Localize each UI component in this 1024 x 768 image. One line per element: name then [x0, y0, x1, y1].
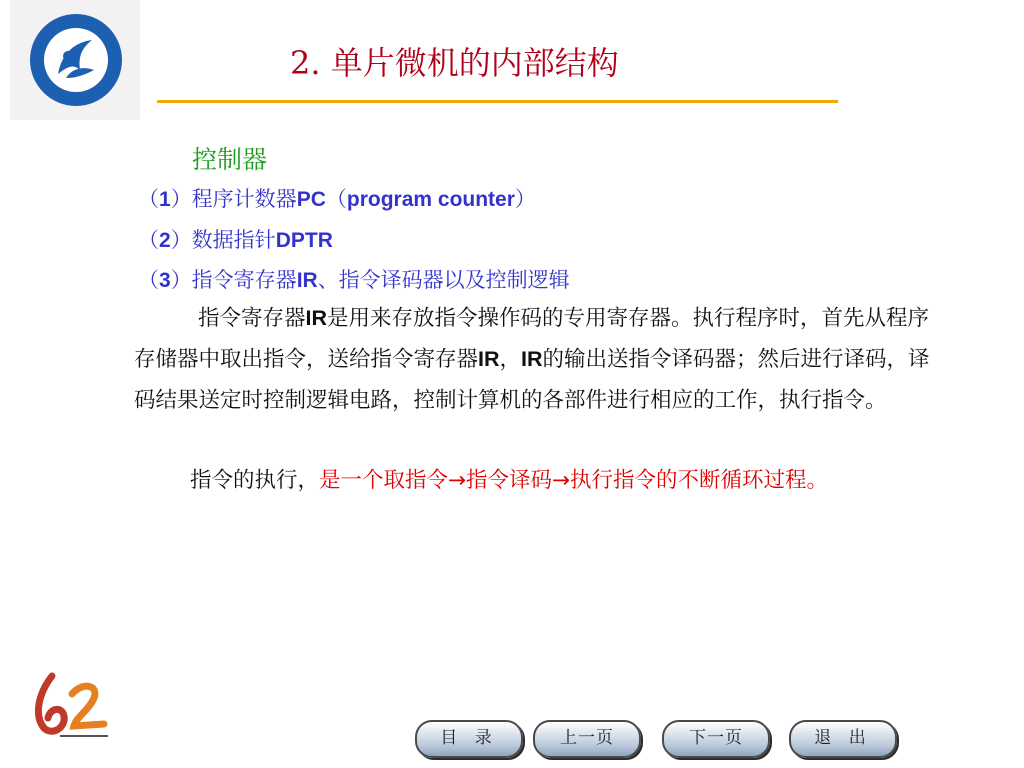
list-item: （3）指令寄存器IR、指令译码器以及控制逻辑: [138, 268, 570, 292]
prev-page-button[interactable]: 上一页: [533, 720, 641, 758]
highlight-text: 是一个取指令→指令译码→执行指令的不断循环过程。: [319, 468, 829, 493]
university-seal-logo: [28, 12, 124, 108]
anniversary-logo: [30, 672, 114, 742]
list-item: （2）数据指针DPTR: [138, 228, 333, 252]
section-heading: 控制器: [192, 145, 268, 174]
body-paragraph: 指令寄存器IR是用来存放指令操作码的专用寄存器。执行程序时，首先从程序存储器中取出指令，送给指令寄存器IR，IR的输出送指令译码器；然后进行译码，译码结果送定时控制逻辑电路，控制计算机的各部件进行相应的工作，执行指令。: [134, 306, 930, 413]
list-item: （1）程序计数器PC（program counter）: [138, 187, 536, 211]
university-logo-panel: [10, 0, 140, 120]
exit-button[interactable]: 退 出: [789, 720, 897, 758]
next-page-button[interactable]: 下一页: [662, 720, 770, 758]
body-paragraph-2: 指令的执行，是一个取指令→指令译码→执行指令的不断循环过程。: [190, 468, 829, 493]
slide-title: 2. 单片微机的内部结构: [290, 44, 619, 82]
contents-button[interactable]: 目 录: [415, 720, 523, 758]
title-underline: [157, 100, 838, 103]
